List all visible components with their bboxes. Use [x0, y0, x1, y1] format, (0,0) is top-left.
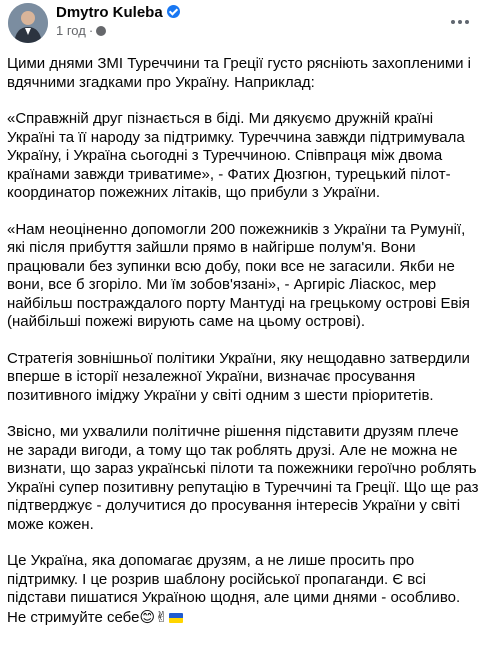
- post-paragraph-last: [7, 552, 479, 627]
- author-name-row: [56, 4, 180, 22]
- ukraine-flag-icon: [169, 613, 183, 623]
- more-dot-icon: [458, 20, 462, 24]
- more-dot-icon: [451, 20, 455, 24]
- meta-separator: ·: [88, 23, 94, 38]
- author-avatar[interactable]: [8, 3, 48, 43]
- emoji-icons: 😊✌: [139, 607, 168, 626]
- post-meta: [56, 23, 106, 39]
- post-paragraph: Звісно, ми ухвалили політичне рішення підставити друзям плече не заради вигоди, а тому що так роблять друзі. Але не можна не визнати, що зараз українські пілоти та пожежники героїчно роблять Україні супер позитивну репутацію в Туреччині та Греції. Що ще раз підтверджує - долучитися до просування інтересів України у світі може кожен.: [7, 423, 479, 533]
- post-text: [7, 55, 479, 645]
- post-paragraph-text: Це Україна, яка допомагає друзям, а не лише просить про підтримку. І це розрив шаблону російської пропаганди. Є всі підстави пишатися Україною щодня, але цими днями - особливо. Не стримуйте себе: [7, 552, 461, 626]
- post-time[interactable]: 1 год: [56, 23, 86, 38]
- post-paragraph: Стратегія зовнішньої політики України, яку нещодавно затвердили вперше в історії незалежної України, визначає просування позитивного іміджу України у світі одним з шести пріоритетів.: [7, 349, 470, 404]
- post-paragraph: Цими днями ЗМІ Туреччини та Греції густо рясніють захопленими і вдячними згадками про Україну. Наприклад:: [7, 55, 472, 91]
- profile-photo-icon: [8, 3, 48, 43]
- verified-badge-icon: [167, 5, 180, 18]
- post-paragraph: «Нам неоціненно допомогли 200 пожежників з України та Румунії, які після прибуття зайшли прямо в найгірше полум'я. Вони працювали без зупинки всю добу, поки все не загасили. Якби не вони, все б згоріло. Ми їм зобов'язані», - Аргиріс Ліаскос, мер найбільш постраждалого порту Мантуді на грецькому острові Евія (найбільші пожежі вирують саме на цьому острові).: [7, 220, 470, 330]
- more-dot-icon: [465, 20, 469, 24]
- more-options-button[interactable]: [442, 8, 478, 36]
- globe-icon[interactable]: [96, 26, 106, 36]
- post-paragraph: «Справжній друг пізнається в біді. Ми дякуємо дружній країні Україні та її народу за підтримку. Туреччина завжди підтримувала Україну, і Україна сьогодні з Туреччиною. Співпраця між двома країнами завжди триватиме», - Фатих Дюзгюн, турецький пілот-координатор пожежних літаків, що прибули з України.: [7, 110, 465, 201]
- author-name[interactable]: Dmytro Kuleba: [56, 4, 163, 21]
